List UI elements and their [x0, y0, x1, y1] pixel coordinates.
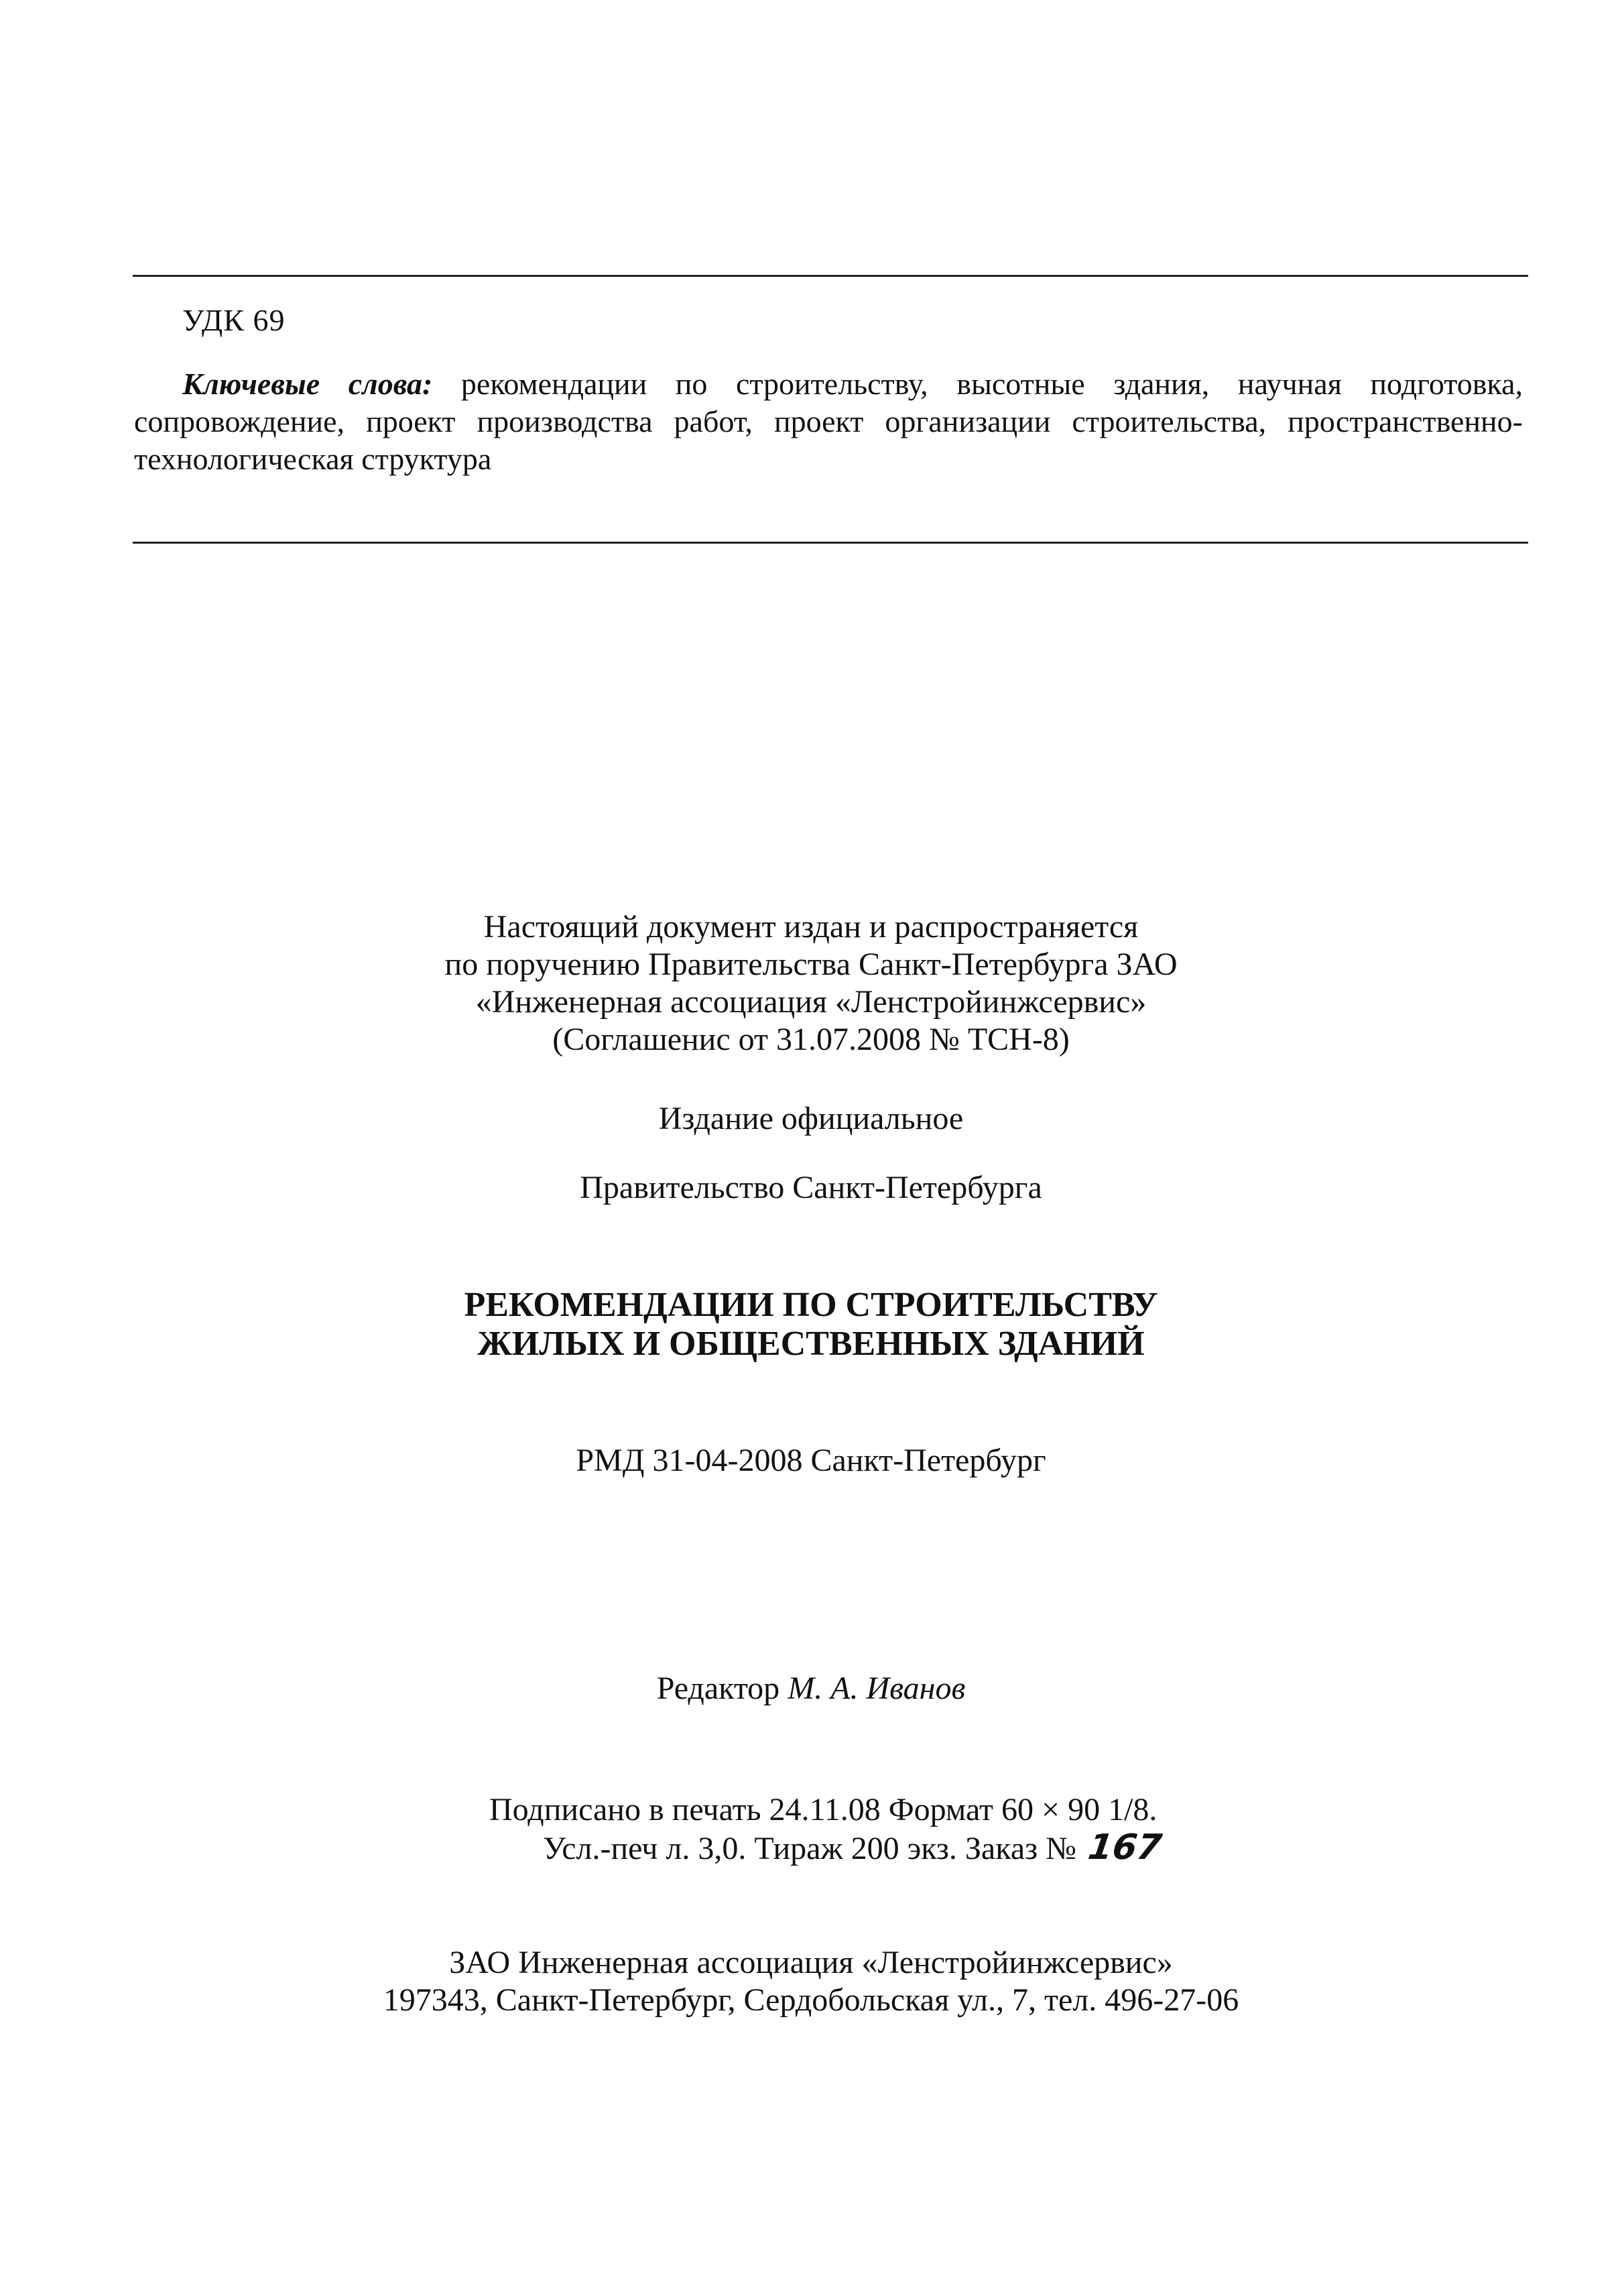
title-line-1: РЕКОМЕНДАЦИИ ПО СТРОИТЕЛЬСТВУ [464, 1286, 1158, 1324]
print-info-line-2-text: Усл.-печ л. 3,0. Тираж 200 экз. Заказ № [543, 1831, 1084, 1866]
publisher-line-1: ЗАО Инженерная ассоциация «Ленстройинжсервис» [449, 1945, 1173, 1980]
publisher-line-2: 197343, Санкт-Петербург, Сердобольская ул., 7, тел. 496-27-06 [383, 1982, 1239, 2018]
print-info [489, 1791, 1164, 1868]
notice-line: по поручению Правительства Санкт-Петербурга ЗАО [444, 947, 1178, 982]
government-name: Правительство Санкт-Петербурга [580, 1170, 1042, 1205]
keywords-text: рекомендации по строительству, высотные здания, научная подготовка, сопровождение, проект производства работ, проект организации строительства, пространственно-технологическая структура [134, 367, 1523, 476]
keywords-label: Ключевые слова: [182, 367, 433, 401]
print-info-line-1: Подписано в печать 24.11.08 Формат 60 × 90 1/8. [489, 1792, 1158, 1827]
order-number-handwritten: 167 [1085, 1827, 1164, 1868]
top-divider [133, 275, 1528, 277]
udk-code: УДК 69 [182, 303, 286, 337]
keywords-paragraph [134, 365, 1523, 478]
notice-line: (Соглашенис от 31.07.2008 № ТСН-8) [552, 1022, 1070, 1057]
edition-label: Издание официальное [658, 1101, 964, 1136]
notice-line: «Инженерная ассоциация «Ленстройинжсервис» [475, 984, 1147, 1020]
editor-line [0, 1669, 1622, 1708]
title-line-2: ЖИЛЫХ И ОБЩЕСТВЕННЫХ ЗДАНИЙ [477, 1325, 1145, 1363]
keywords-bottom-divider [133, 542, 1528, 544]
notice-line: Настоящий документ издан и распространяется [483, 909, 1139, 945]
publication-notice [0, 908, 1622, 1059]
editor-label: Редактор [656, 1671, 788, 1706]
document-title [0, 1286, 1622, 1364]
editor-name: М. А. Иванов [788, 1671, 966, 1706]
print-info-line-2 [543, 1827, 1164, 1868]
publisher-info [0, 1944, 1622, 2019]
document-code: РМД 31-04-2008 Санкт-Петербург [576, 1443, 1046, 1478]
